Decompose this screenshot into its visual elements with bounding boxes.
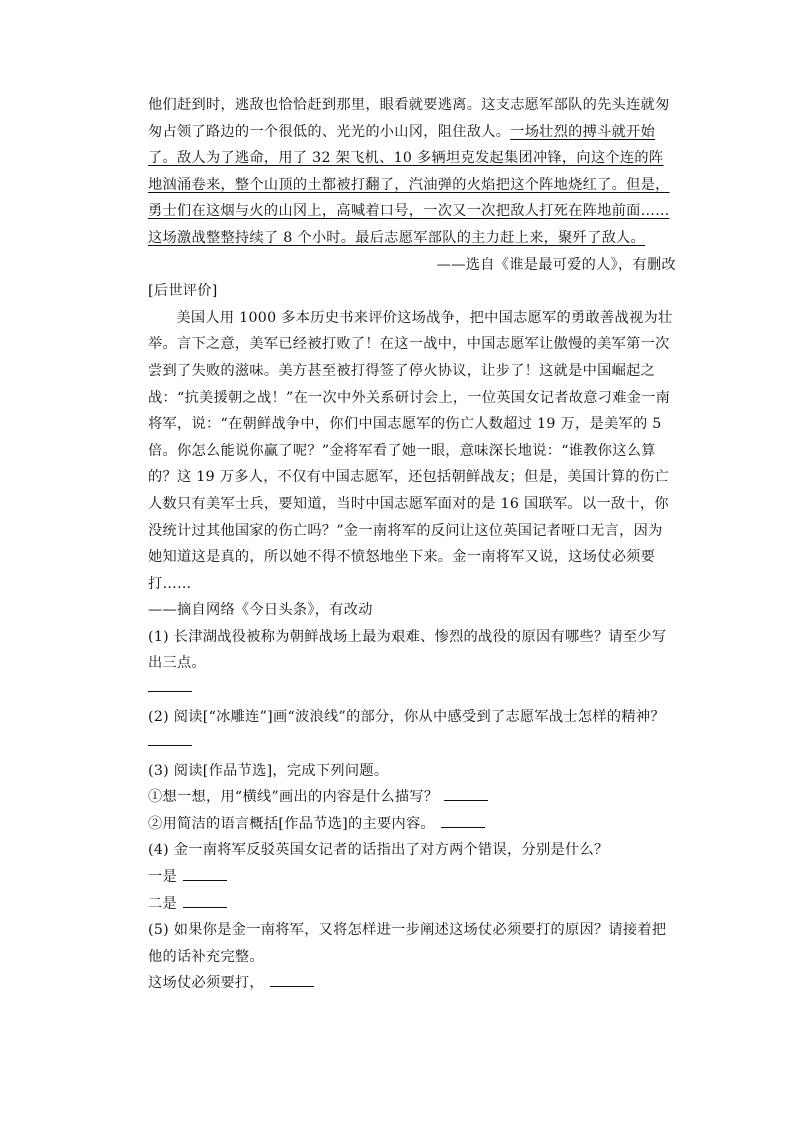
answer-blank-3b[interactable] [441, 812, 485, 828]
passage-text: 他们赶到时，逃敌也恰恰赶到那里，眼看就要逃离。这支志愿军部队的先头连就匆匆占领了路边的一个很低的、光光的小山冈，阻住敌人。 [148, 97, 670, 140]
answer-blank-4a[interactable] [183, 865, 227, 881]
passage-source: ——选自《谁是最可爱的人》，有删改 [436, 256, 676, 273]
evaluation-body: 美国人用 1000 多本历史书来评价这场战争，把中国志愿军的勇敢善战视为壮举。言下之意，美军已经被打败了！在这一战中，中国志愿军让傲慢的美军第一次尝到了失败的滋味。美方甚至被打得签了停火协议，让步了！这就是中国崛起之战：“抗美援朝之战！”在一次中外关系研讨会上，一位英国女记者故意刁难金一南将军，说：“在朝鲜战争中，你们中国志愿军的伤亡人数超过 19 万，是美军的 5 倍。你怎么能说你赢了呢？”金将军看了她一眼，意味深长地说：“谁教你这么算的？这 19 万多人，不仅有中国志愿军，还包括朝鲜战友；但是，美国计算的伤亡人数只有美军士兵，要知道，当时中国志愿军面对的是 16 国联军。以一敌十，你没统计过其他国家的伤亡吗？”金一南将军的反问让这位英国记者哑口无言，因为她知道这是真的，所以她不得不愤怒地坐下来。金一南将军又说，这场仗必须要打…… [148, 309, 673, 592]
question-5: (5) 如果你是金一南将军，又将怎样进一步阐述这场仗必须要打的原因？请接着把他的话补充完整。 [148, 922, 667, 965]
evaluation-source: ——摘自网络《今日头条》，有改动 [148, 602, 373, 619]
question-5a [148, 970, 676, 997]
question-4b-text: 二是 [148, 895, 177, 912]
answer-blank-3a[interactable] [444, 785, 488, 801]
answer-blank-4b[interactable] [183, 892, 227, 908]
question-3b [148, 811, 676, 838]
answer-blank-2[interactable] [148, 731, 192, 746]
document-page [148, 92, 676, 997]
evaluation-heading: [后世评价] [148, 283, 218, 300]
answer-blank-1[interactable] [148, 677, 192, 692]
question-4b [148, 891, 676, 918]
answer-blank-5[interactable] [270, 971, 314, 987]
question-4a-text: 一是 [148, 869, 177, 886]
question-4a [148, 864, 676, 891]
question-3a [148, 784, 676, 811]
question-1: (1) 长津湖战役被称为朝鲜战场上最为艰难、惨烈的战役的原因有哪些？请至少写出三点。 [148, 628, 667, 672]
question-4: (4) 金一南将军反驳英国女记者的话指出了对方两个错误，分别是什么？ [148, 842, 609, 859]
passage-paragraph [148, 92, 676, 252]
question-5a-text: 这场仗必须要打， [148, 975, 264, 992]
underlined-passage: 一场壮烈的搏斗就开始了。敌人为了逃命，用了 32 架飞机、10 多辆坦克发起集团冲锋，向这个连的阵地汹涌卷来，整个山顶的土都被打翻了，汽油弹的火焰把这个阵地烧红了。但是，勇士们在这烟与火的山冈上，高喊着口号，一次又一次把敌人打死在阵地前面……这场激战整整持续了 8 个小时。最后志愿军部队的主力赶上来，聚歼了敌人。 [148, 123, 670, 246]
question-3: (3) 阅读[作品节选]，完成下列问题。 [148, 762, 389, 779]
question-2: (2) 阅读[“冰雕连”]画“波浪线”的部分，你从中感受到了志愿军战士怎样的精神？ [148, 709, 665, 726]
question-3a-text: ①想一想，用“横线”画出的内容是什么描写？ [148, 789, 439, 806]
question-3b-text: ②用简洁的语言概括[作品节选]的主要内容。 [148, 815, 435, 832]
